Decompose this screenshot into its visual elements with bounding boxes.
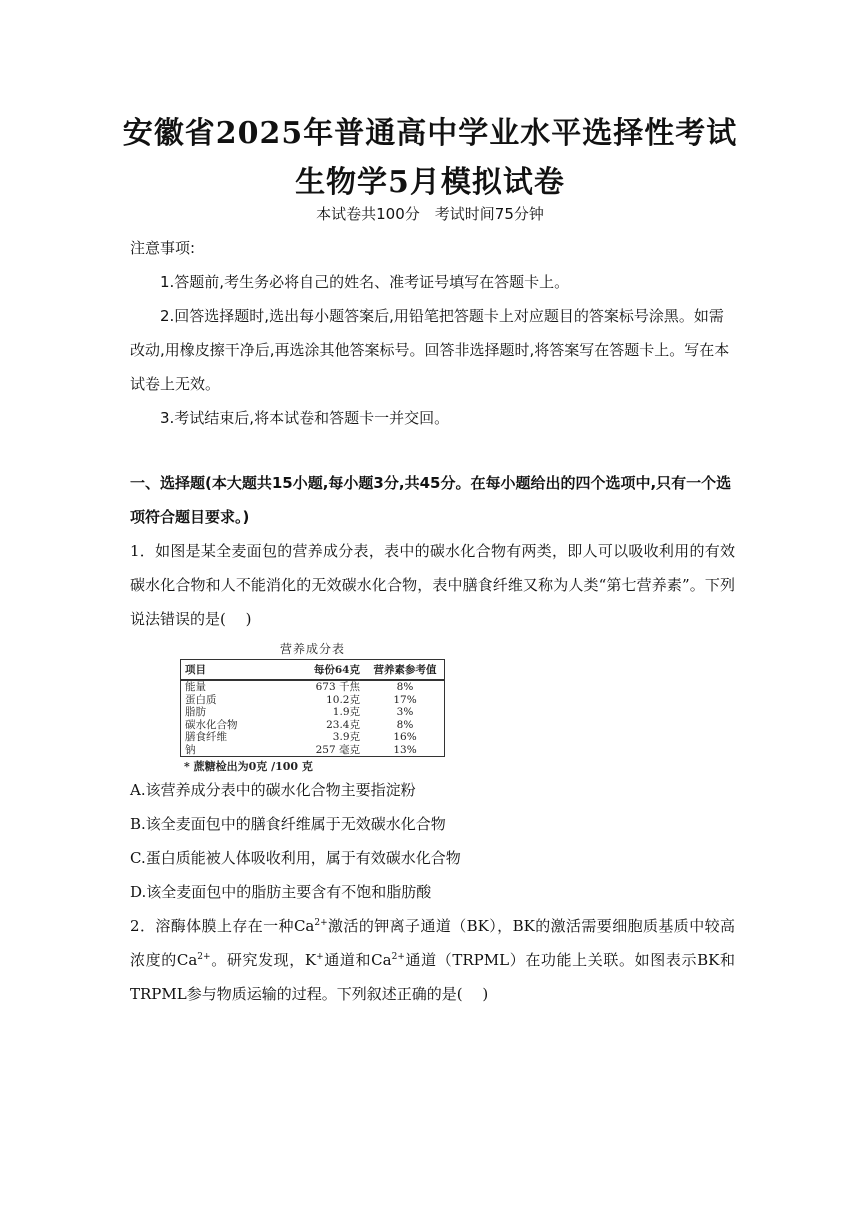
row-item: 钠: [185, 743, 196, 756]
nutrition-table-header: [181, 660, 444, 681]
q2-text-2: 激活的钾离子通道（BK），BK的激活需要细胞质基质中较高浓度的Ca: [130, 917, 735, 969]
question-1-stem: 1．如图是某全麦面包的营养成分表，表中的碳水化合物有两类，即人可以吸收利用的有效碳水化合物和人不能消化的无效碳水化合物，表中膳食纤维又称为人类“第七营养素”。下列说法错误的是( ): [130, 542, 735, 628]
nutrition-table-footnote: * 蔗糖检出为0克 /100 克: [184, 760, 313, 773]
table-row: [181, 731, 444, 744]
table-row: [181, 706, 444, 719]
table-row: [181, 681, 444, 694]
table-row: [181, 744, 444, 757]
question-1-option-d: D.该全麦面包中的脂肪主要含有不饱和脂肪酸: [130, 883, 432, 901]
q2-sup-2: 2+: [197, 952, 211, 962]
row-nrv: 8%: [396, 681, 414, 693]
exam-title-line2: 生物学5月模拟试卷: [295, 165, 565, 200]
row-nrv: 3%: [396, 706, 414, 718]
table-row: [181, 694, 444, 707]
notice-heading: 注意事项:: [130, 239, 196, 257]
row-nrv: 16%: [393, 731, 417, 743]
q2-text-4: 通道和Ca: [323, 951, 392, 969]
question-2-stem: [130, 909, 735, 1011]
row-item: 膳食纤维: [185, 731, 227, 743]
row-amount: 257 毫克: [315, 743, 360, 756]
row-amount: 10.2克: [326, 693, 360, 706]
header-nrv: 营养素参考值: [373, 664, 437, 676]
q2-sup-1: 2+: [314, 918, 328, 928]
row-amount: 3.9克: [332, 731, 360, 743]
row-item: 碳水化合物: [185, 718, 238, 731]
row-amount: 23.4克: [326, 718, 360, 731]
row-nrv: 8%: [396, 718, 414, 731]
q2-sup-3: +: [316, 952, 324, 962]
section1-heading: 一、选择题(本大题共15小题,每小题3分,共45分。在每小题给出的四个选项中,只有一个选项符合题目要求。): [130, 474, 732, 526]
row-amount: 673 千焦: [315, 681, 360, 693]
row-item: 蛋白质: [185, 693, 217, 706]
question-1-option-c: C.蛋白质能被人体吸收利用，属于有效碳水化合物: [130, 849, 461, 867]
row-item: 能量: [185, 681, 206, 693]
question-1-option-a: A.该营养成分表中的碳水化合物主要指淀粉: [130, 781, 416, 799]
row-amount: 1.9克: [332, 706, 360, 718]
exam-subtitle: 本试卷共100分 考试时间75分钟: [316, 205, 544, 223]
row-nrv: 17%: [393, 693, 417, 706]
notice-item-2: 2.回答选择题时,选出每小题答案后,用铅笔把答题卡上对应题目的答案标号涂黑。如需改动,用橡皮擦干净后,再选涂其他答案标号。回答非选择题时,将答案写在答题卡上。写在本试卷上无效。: [130, 307, 730, 393]
header-per-serving: 每份64克: [313, 664, 360, 676]
nutrition-table-title: 营养成分表: [279, 642, 345, 656]
q2-text-3: 。研究发现，K: [210, 951, 317, 969]
nutrition-table: [180, 640, 445, 774]
q2-text-5: 通道（TRPML）在功能上关联。如图表示BK和TRPML参与物质运输的过程。下列叙述正确的是( ): [130, 951, 735, 1003]
exam-title-line1: 安徽省2025年普通高中学业水平选择性考试: [122, 116, 738, 151]
header-item: 项目: [185, 664, 206, 676]
row-item: 脂肪: [185, 706, 206, 718]
nutrition-table-box: [180, 659, 445, 757]
q2-sup-4: 2+: [391, 952, 405, 962]
row-nrv: 13%: [393, 743, 417, 756]
q2-text-1: 2．溶酶体膜上存在一种Ca: [130, 917, 315, 935]
notice-item-1: 1.答题前,考生务必将自己的姓名、准考证号填写在答题卡上。: [160, 273, 570, 291]
notice-item-3: 3.考试结束后,将本试卷和答题卡一并交回。: [160, 409, 450, 427]
table-row: [181, 719, 444, 732]
question-1-option-b: B.该全麦面包中的膳食纤维属于无效碳水化合物: [130, 815, 446, 833]
